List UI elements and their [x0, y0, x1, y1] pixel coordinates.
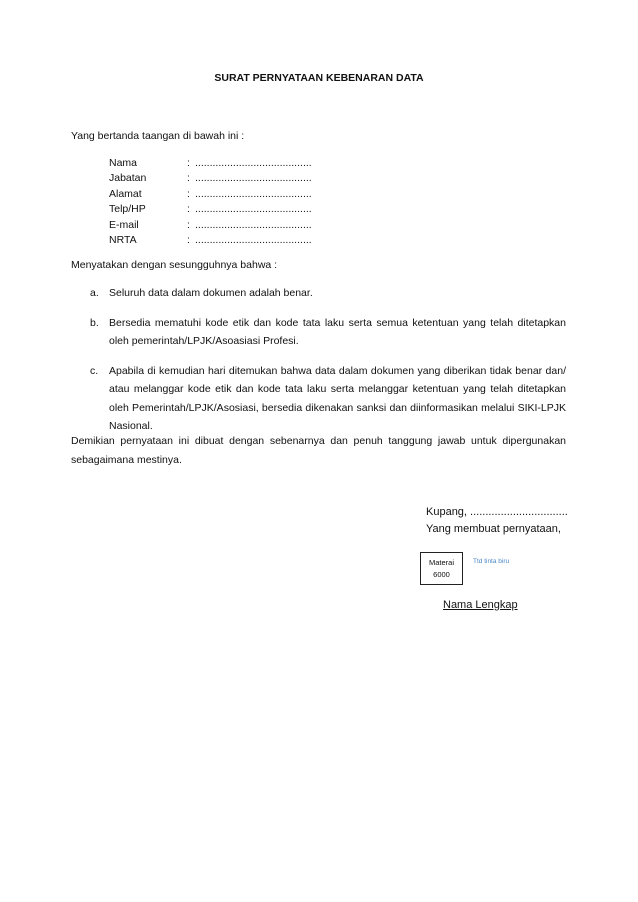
field-row-nrta: [109, 233, 312, 248]
identity-fields: [109, 156, 312, 248]
document-title: SURAT PERNYATAAN KEBENARAN DATA: [214, 72, 424, 84]
intro-text: Yang bertanda taangan di bawah ini :: [71, 130, 245, 142]
stamp-value: 6000: [433, 570, 450, 579]
field-row-alamat: [109, 187, 312, 202]
declaration-intro: Menyatakan dengan sesungguhnya bahwa :: [71, 259, 278, 271]
field-value: ........................................: [195, 233, 312, 246]
field-value: ........................................: [195, 172, 312, 185]
list-item: [71, 314, 566, 351]
declaration-list: [71, 284, 566, 447]
field-value: ........................................: [195, 218, 312, 231]
field-row-jabatan: [109, 171, 312, 186]
field-value: ........................................: [195, 187, 312, 200]
field-label: E-mail: [109, 218, 139, 231]
list-item: [71, 284, 566, 303]
field-colon: :: [187, 218, 190, 231]
field-value: ........................................: [195, 203, 312, 216]
field-row-email: [109, 218, 312, 233]
field-label: Telp/HP: [109, 203, 146, 216]
stamp-label: Materai: [428, 558, 454, 567]
list-item-text: Seluruh data dalam dokumen adalah benar.: [109, 287, 313, 299]
closing-paragraph: Demikian pernyataan ini dibuat dengan sebenarnya dan penuh tanggung jawab untuk dipergunakan sebagaimana mestinya.: [71, 435, 566, 466]
field-colon: :: [187, 187, 190, 200]
stamp-box: [420, 552, 463, 585]
field-label: Alamat: [109, 187, 142, 200]
signer-label: Yang membuat pernyataan,: [426, 523, 561, 535]
list-item-letter: c.: [90, 364, 99, 377]
field-colon: :: [187, 157, 190, 169]
list-item-letter: a.: [90, 287, 99, 299]
field-row-nama: [109, 156, 312, 171]
list-item-letter: b.: [90, 316, 99, 329]
field-colon: :: [187, 203, 190, 216]
field-row-telp: [109, 202, 312, 217]
field-label: Nama: [109, 157, 138, 169]
field-colon: :: [187, 233, 190, 246]
list-item: [71, 362, 566, 436]
place-date-line: Kupang, ................................: [426, 506, 568, 518]
field-colon: :: [187, 172, 190, 185]
field-label: NRTA: [109, 233, 137, 246]
signature-note: Ttd tinta biru: [473, 558, 510, 565]
signer-name: Nama Lengkap: [443, 599, 518, 611]
list-item-text: Bersedia mematuhi kode etik dan kode tata laku serta semua ketentuan yang telah ditetapkan oleh pemerintah/LPJK/Asoasiasi Profesi.: [109, 316, 566, 347]
list-item-text: Apabila di kemudian hari ditemukan bahwa data dalam dokumen yang diberikan tidak benar dan/ atau melanggar kode etik dan kode tata laku serta melanggar ketentuan yang telah ditetapkan oleh Pemerintah/LPJK/Asosiasi, bersedia dikenakan sanksi dan diinformasikan melalui SIKI-LPJK Nasional.: [109, 364, 566, 432]
field-label: Jabatan: [109, 172, 147, 185]
field-value: ........................................: [195, 157, 312, 169]
